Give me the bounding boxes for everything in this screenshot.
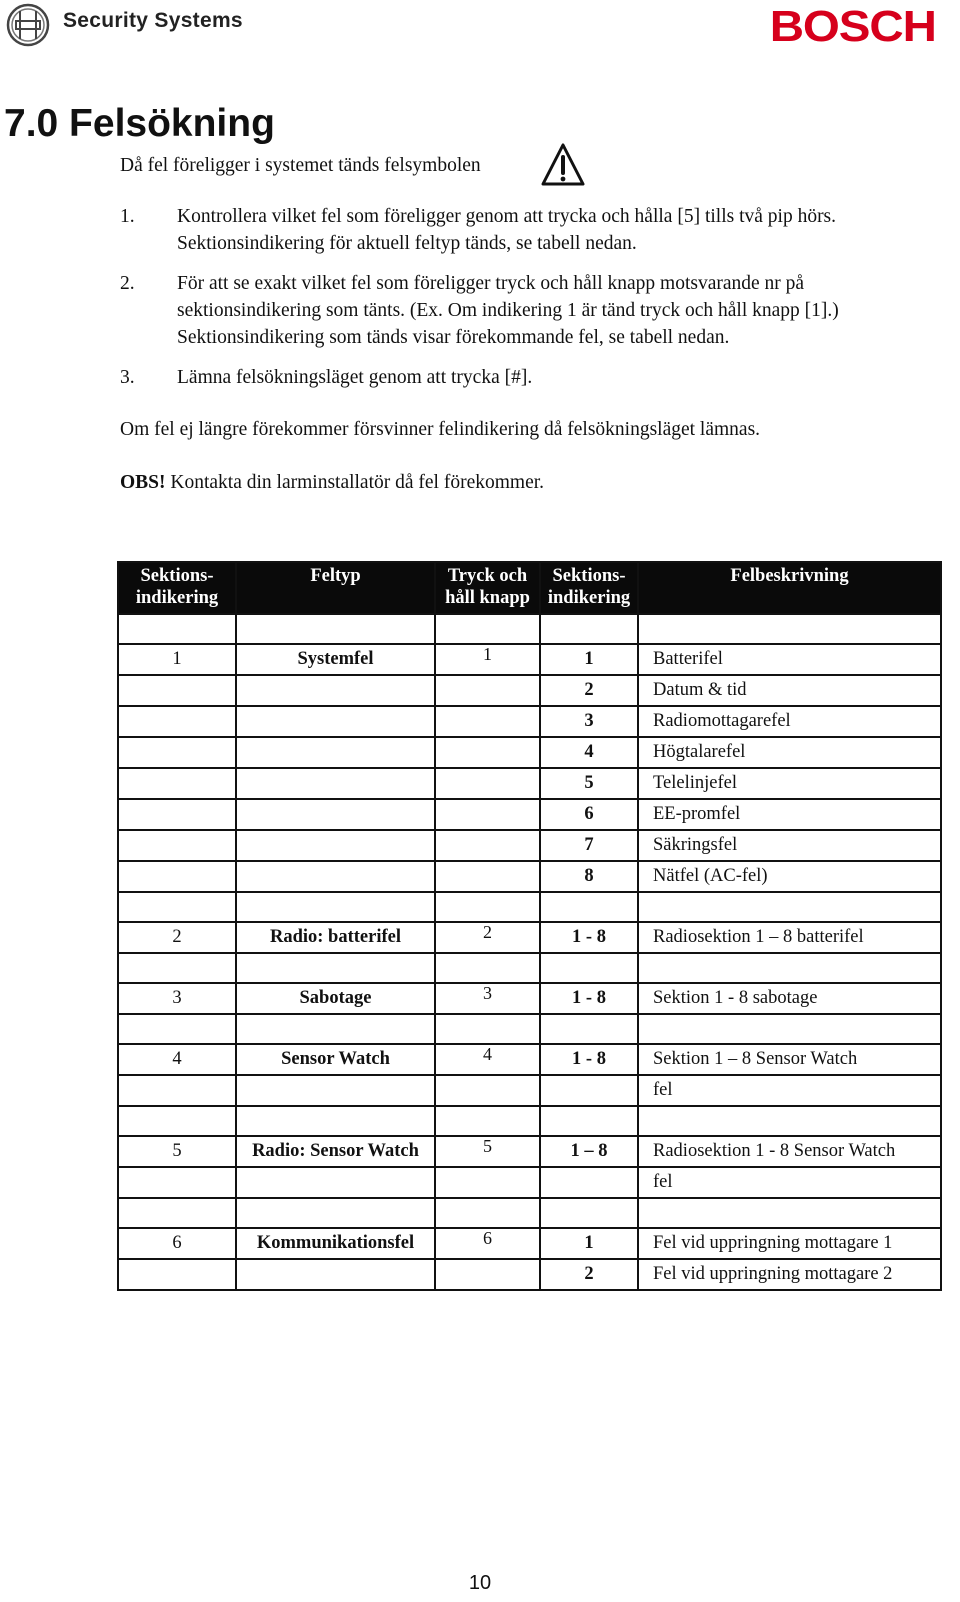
empty-cell [435,1014,540,1044]
empty-cell [435,1198,540,1228]
description-cell: Nätfel (AC-fel) [638,861,941,892]
empty-cell [236,1106,435,1136]
section-cell: 1 [118,644,236,675]
empty-cell [435,614,540,644]
empty-cell [540,1106,638,1136]
sub-section-cell: 5 [540,768,638,799]
sub-section-cell: 3 [540,706,638,737]
sub-section-cell: 1 [540,644,638,675]
description-cell: Radiosektion 1 – 8 batterifel [638,922,941,953]
section-cell [118,768,236,799]
key-cell: 1 [435,644,540,675]
key-cell [435,675,540,706]
column-header: Sektions-indikering [118,562,236,614]
table-row [118,1044,941,1075]
description-cell: EE-promfel [638,799,941,830]
section-cell: 6 [118,1228,236,1259]
empty-cell [435,1106,540,1136]
empty-cell [118,953,236,983]
key-cell: 2 [435,922,540,953]
sub-section-cell: 1 – 8 [540,1136,638,1167]
fault-type-cell [236,861,435,892]
table-row [118,983,941,1014]
key-cell: 4 [435,1044,540,1075]
sub-section-cell: 2 [540,675,638,706]
key-cell [435,768,540,799]
description-cell: Radiomottagarefel [638,706,941,737]
table-body [118,614,941,1290]
empty-cell [638,1198,941,1228]
key-cell [435,830,540,861]
step-text: Lämna felsökningsläget genom att trycka [#]. [177,367,533,388]
description-cell: Sektion 1 - 8 sabotage [638,983,941,1014]
empty-cell [118,1014,236,1044]
empty-cell [638,892,941,922]
empty-cell [236,953,435,983]
section-cell: 4 [118,1044,236,1075]
column-header: Felbeskrivning [638,562,941,614]
key-cell [435,1259,540,1290]
fault-type-cell: Sabotage [236,983,435,1014]
table-row [118,1228,941,1259]
section-cell: 5 [118,1136,236,1167]
table-header-row [118,562,941,614]
sub-section-cell: 6 [540,799,638,830]
table-row [118,1259,941,1290]
description-cell: Fel vid uppringning mottagare 2 [638,1259,941,1290]
empty-cell [638,614,941,644]
step-text: För att se exakt vilket fel som föreligger tryck och håll knapp motsvarande nr på sektionsindikering som tänts. (Ex. Om indikering 1 är tänd tryck och håll knapp [1].) Sektionsindikering som tänds visar förekommande fel, se tabell nedan. [177,273,839,348]
obs-note [120,470,544,496]
empty-cell [118,614,236,644]
sub-section-cell: 1 [540,1228,638,1259]
empty-cell [638,1014,941,1044]
fault-type-cell [236,799,435,830]
sub-section-cell: 1 - 8 [540,922,638,953]
section-cell [118,1075,236,1106]
fault-type-cell [236,1167,435,1198]
table-row [118,799,941,830]
sub-section-cell: 1 - 8 [540,983,638,1014]
section-cell [118,1259,236,1290]
description-cell: Radiosektion 1 - 8 Sensor Watch [638,1136,941,1167]
description-cell: fel [638,1167,941,1198]
fault-type-cell [236,768,435,799]
empty-cell [638,1106,941,1136]
description-cell: Säkringsfel [638,830,941,861]
fault-type-cell: Systemfel [236,644,435,675]
step-text: Kontrollera vilket fel som föreligger genom att trycka och hålla [5] tills två pip hörs. Sektionsindikering för aktuell feltyp tänds, se tabell nedan. [177,206,837,254]
section-cell [118,706,236,737]
brand-name: Security Systems [63,9,243,32]
description-cell: Telelinjefel [638,768,941,799]
sub-section-cell [540,1075,638,1106]
empty-cell [638,953,941,983]
fault-type-cell [236,737,435,768]
description-cell: Batterifel [638,644,941,675]
empty-cell [118,892,236,922]
bosch-armature-icon [6,3,50,47]
sub-section-cell: 1 - 8 [540,1044,638,1075]
sub-section-cell: 2 [540,1259,638,1290]
key-cell [435,706,540,737]
empty-cell [236,892,435,922]
table-row [118,861,941,892]
section-cell [118,799,236,830]
table-row [118,675,941,706]
description-cell: Datum & tid [638,675,941,706]
fault-type-cell: Radio: Sensor Watch [236,1136,435,1167]
step-number: 3. [120,367,135,388]
column-header: Feltyp [236,562,435,614]
empty-cell [540,892,638,922]
fault-type-cell [236,1075,435,1106]
key-cell [435,1167,540,1198]
sub-section-cell: 8 [540,861,638,892]
column-header: Tryck och håll knapp [435,562,540,614]
fault-type-cell [236,830,435,861]
obs-label: OBS! [120,472,166,493]
empty-cell [540,953,638,983]
empty-cell [540,614,638,644]
key-cell: 3 [435,983,540,1014]
table-row [118,737,941,768]
section-cell [118,1167,236,1198]
table-row [118,922,941,953]
sub-section-cell: 7 [540,830,638,861]
key-cell [435,737,540,768]
sub-section-cell [540,1167,638,1198]
fault-type-cell [236,706,435,737]
table-row [118,830,941,861]
fault-type-cell: Radio: batterifel [236,922,435,953]
step-number: 2. [120,273,135,294]
obs-text: Kontakta din larminstallatör då fel förekommer. [170,472,545,493]
bosch-logo: BOSCH [769,2,936,51]
spacer-row [118,892,941,922]
table-row [118,1167,941,1198]
spacer-row [118,1014,941,1044]
table-row [118,1136,941,1167]
spacer-row [118,1198,941,1228]
table-row [118,768,941,799]
note-text: Om fel ej längre förekommer försvinner felindikering då felsökningsläget lämnas. [120,419,761,440]
empty-cell [118,1106,236,1136]
fault-type-cell [236,1259,435,1290]
key-cell [435,861,540,892]
key-cell [435,1075,540,1106]
key-cell [435,799,540,830]
fault-table [117,561,942,1291]
table-row [118,1075,941,1106]
fault-type-cell [236,675,435,706]
step-number: 1. [120,206,135,227]
spacer-row [118,614,941,644]
empty-cell [435,892,540,922]
description-cell: fel [638,1075,941,1106]
key-cell: 6 [435,1228,540,1259]
section-cell [118,737,236,768]
fault-type-cell: Sensor Watch [236,1044,435,1075]
empty-cell [236,1014,435,1044]
section-cell [118,830,236,861]
intro-text: Då fel föreligger i systemet tänds felsymbolen [120,155,481,176]
column-header: Sektions-indikering [540,562,638,614]
sub-section-cell: 4 [540,737,638,768]
description-cell: Fel vid uppringning mottagare 1 [638,1228,941,1259]
empty-cell [540,1014,638,1044]
description-cell: Högtalarefel [638,737,941,768]
warning-icon [540,142,586,188]
empty-cell [236,614,435,644]
table-row [118,706,941,737]
description-cell: Sektion 1 – 8 Sensor Watch [638,1044,941,1075]
empty-cell [236,1198,435,1228]
key-cell: 5 [435,1136,540,1167]
page-title: 7.0 Felsökning [4,102,275,145]
section-cell: 2 [118,922,236,953]
fault-type-cell: Kommunikationsfel [236,1228,435,1259]
table-row [118,644,941,675]
empty-cell [118,1198,236,1228]
empty-cell [540,1198,638,1228]
section-cell [118,861,236,892]
page-number: 10 [468,1572,492,1594]
spacer-row [118,953,941,983]
empty-cell [435,953,540,983]
section-cell: 3 [118,983,236,1014]
spacer-row [118,1106,941,1136]
section-cell [118,675,236,706]
